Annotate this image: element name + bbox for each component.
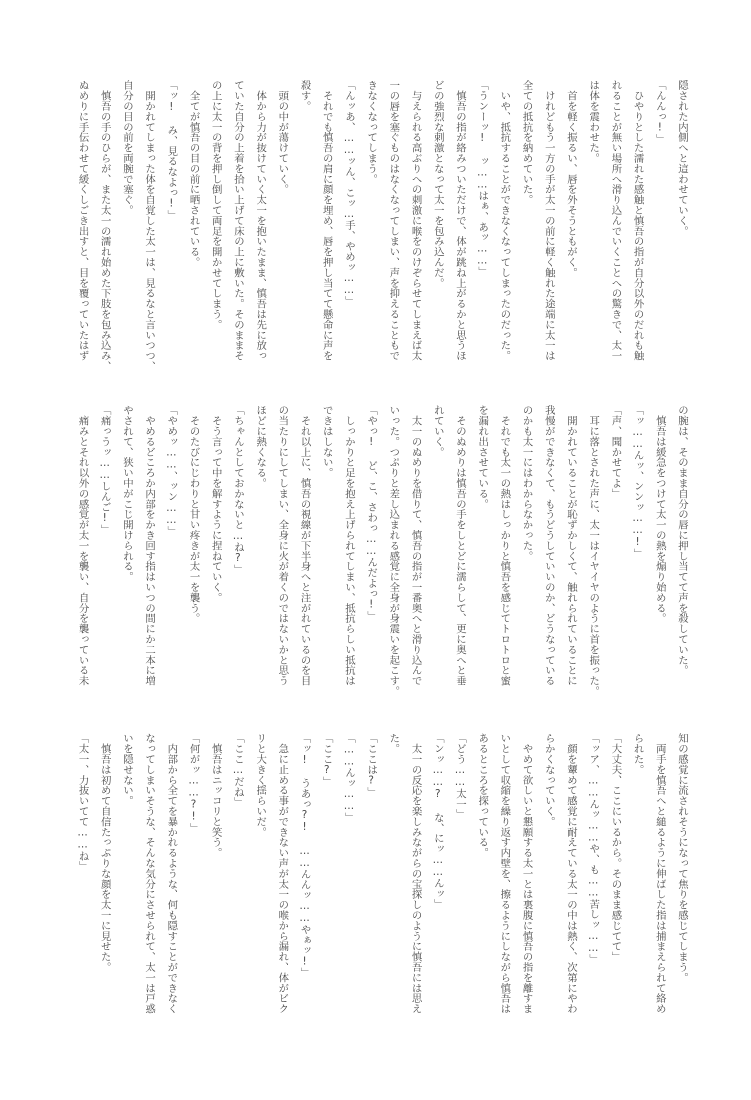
text-line: 「ここは?」	[365, 733, 378, 797]
text-line: 自分の目の前を両腕で塞ぐ。	[120, 80, 133, 216]
text-line: 「ッ! み、見るなよっ!」	[165, 80, 178, 220]
text-tier-bottom	[63, 733, 693, 1033]
text-line: 慎吾の指が絡みついただけで、体が跳ね上がるかと思うほ	[453, 80, 466, 361]
text-line: 「ちゃんとしておかないと…ね?」	[231, 405, 244, 575]
text-line: 慎吾の手のひらが、また太一の濡れ始めた下肢を包み込み、	[98, 80, 111, 372]
text-line: 「ッア、……んッ……や、も……苦しッ……」	[587, 733, 600, 965]
text-line: ぬめりに手伝わせて緩くしごき出すと、目を覆っていたはず	[76, 80, 89, 361]
text-line: 痛みとそれ以外の感覚が太一を襲い、自分を襲っている未	[76, 405, 89, 686]
text-line: 一の唇を塞ぐものはなくなってしまい、声を抑えることもで	[387, 80, 400, 361]
text-line: らかくなっていく。	[542, 733, 555, 827]
text-line: 隠された内側へと這わせていく。	[676, 80, 688, 236]
text-line: いや、抵抗することができなくなってしまったのだった。	[498, 80, 511, 361]
text-line: やめて欲しいと懇願する太一とは裏腹に慎吾の指を離すま	[520, 733, 533, 1014]
text-line: 内部から全てを暴かれるような、何も隠すことができなく	[165, 733, 178, 1014]
text-line: 耳に落とされた声に、太一はイヤイヤのように首を振った。	[587, 405, 600, 697]
text-line: 太一の反応を楽しみながらの宝探しのように慎吾には思え	[409, 733, 422, 1014]
text-line: 「太一、力抜いてて……ね」	[76, 733, 89, 872]
text-line: それでも慎吾の肩に顔を埋め、唇を押し当てて懸命に声を	[320, 80, 333, 361]
text-line: の当たりにしてしまい、全身に火が着くのではないかと思う	[276, 405, 289, 686]
text-line: 「痛っうッ……しんご!」	[98, 405, 111, 535]
text-line: のかも太一にはわからなかった。	[520, 405, 533, 561]
text-line: を漏れ出させている。	[476, 405, 489, 509]
text-line: いを隠せない。	[120, 733, 133, 806]
text-line: 「んんっ!」	[653, 80, 666, 144]
text-line: 太一のぬめりを借りて、慎吾の指が一番奥へと滑り込んで	[409, 405, 422, 686]
text-line: あるところを探っている。	[476, 733, 489, 858]
text-line: 「何がッ……?!」	[187, 733, 200, 833]
text-line: ひやりとした濡れた感触と慎吾の指が自分以外のだれも触	[631, 80, 644, 361]
text-line: ほどに熱くなる。	[254, 405, 267, 489]
text-line: リと大きく揺らいだ。	[254, 733, 267, 837]
text-line: 慎吾はニッコリと笑う。	[209, 733, 222, 858]
text-line: られた。	[631, 733, 644, 775]
text-line: いった。つぷりと差し込まれる感覚に全身が身震いを起こす。	[387, 405, 400, 697]
text-line: 首を軽く振るい、唇を外そうともがく。	[564, 80, 577, 278]
text-line: 顔を顰めて感覚に耐えている太一の中は熱く、次第にやわ	[564, 733, 577, 1014]
text-line: それ以上に、慎吾の視線が下半身へと注がれているのを目	[298, 405, 311, 686]
text-line: 開かれてしまった体を自覚した太一は、見るなと言いつつ、	[143, 80, 156, 372]
text-line: きなくなってしまう。	[365, 80, 378, 184]
text-line: そのたびにじわりと甘い疼きが太一を襲う。	[187, 405, 200, 624]
text-line: 与えられる高ぶりへの刺激に喉をのけぞらせてしまえば太	[409, 80, 422, 361]
text-line: ていた自分の上着を拾い上げて床の上に敷いた。そのままそ	[231, 80, 244, 361]
text-line: 「大丈夫、ここにいるから。そのまま感じてて」	[609, 733, 622, 962]
text-line: れることが無い場所へ滑り込んでいくことへの驚きで、太一	[609, 80, 622, 361]
text-line: そのぬめりは慎吾の手をしとどに濡らして、更に奥へと垂	[453, 405, 466, 686]
text-line: 体から力が抜けていく太一を抱いたまま、慎吾は先に放っ	[254, 80, 267, 361]
text-line: 「どう……太一」	[453, 733, 466, 820]
text-line: 「やっ! ど、こ、さわっ……んだよっ!」	[365, 405, 378, 621]
text-line: 開かれていることが恥ずかしくて、触れられていることに	[564, 405, 577, 686]
text-line: 「……んッ……」	[342, 733, 355, 823]
text-line: そう言って中を解すように捏ねていく。	[209, 405, 222, 603]
text-line: 全てが慎吾の目の前に晒されている。	[187, 80, 200, 268]
text-tier-middle	[63, 405, 693, 705]
text-line: 「声、聞かせてよ」	[609, 405, 622, 499]
text-tier-top	[63, 80, 693, 380]
text-line: 「ッ……んッ、ンンッ……!」	[631, 405, 644, 559]
text-line: 全ての抵抗を納めていた。	[520, 80, 533, 205]
text-line: は体を震わせた。	[587, 80, 600, 164]
text-line: 「ここ?」	[320, 733, 333, 787]
text-line: できはしない。	[320, 405, 333, 478]
text-line: それでも太一の熱はしっかりと慎吾を感じてトロトロと蜜	[498, 405, 511, 686]
text-line: 慎吾は初めて自信たっぷりな顔を太一に見せた。	[98, 733, 111, 973]
text-line: 両手を慎吾へと縋るように伸ばした指は捕まえられて絡め	[653, 733, 666, 1014]
text-line: た。	[387, 733, 400, 754]
text-line: 「やめッ……、ッン……」	[165, 405, 178, 537]
text-line: 慎吾は緩急をつけて太一の熱を煽り始める。	[653, 405, 666, 624]
text-line: けれどもう一方の手が太一の前に軽く触れた途端に太一は	[542, 80, 555, 361]
text-line: いとして収縮を繰り返す内壁を、擦るようにしながら慎吾は	[498, 733, 511, 1014]
text-line: 「ッ! うあっ?! ……んんッ……やぁッ!」	[298, 733, 311, 978]
text-line: 知の感覚に流されそうになって焦りを感じてしまう。	[676, 733, 688, 983]
text-line: やめるどころか内部をかき回す指はいつの間にか二本に増	[143, 405, 156, 686]
text-line: どの強烈な刺激となって太一を包み込んだ。	[431, 80, 444, 288]
text-line: 「んッあ、……ッん、こッ…手、やめッ……」	[342, 80, 355, 307]
text-line: 「ンッ……? な、にッ……んッ」	[431, 733, 444, 909]
text-line: やされて、狭い中がこじ開けられる。	[120, 405, 133, 582]
text-line: れていく。	[431, 405, 444, 457]
text-line: 殺す。	[298, 80, 311, 112]
text-line: 頭の中が蕩けていく。	[276, 80, 289, 195]
text-line: の上に太一の背を押し倒して両足を開かせてしまう。	[209, 80, 222, 330]
text-line: しっかりと足を抱え上げられてしまい、抵抗らしい抵抗は	[342, 405, 355, 686]
text-line: 「うンーッ! ッ……はぁ、あッ……」	[476, 80, 489, 277]
text-line: 我慢ができなくて、もうどうしていいのか、どうなっている	[542, 405, 555, 686]
text-line: 「ここ…だね」	[231, 733, 244, 808]
text-line: の腕は、そのまま自分の唇に押し当てて声を殺していた。	[676, 405, 688, 676]
text-line: 急に止める事ができない声が太一の喉から漏れ、体がビク	[276, 733, 289, 1014]
text-line: なってしまいそうな、そんな気分にさせられて、太一は戸惑	[143, 733, 156, 1014]
